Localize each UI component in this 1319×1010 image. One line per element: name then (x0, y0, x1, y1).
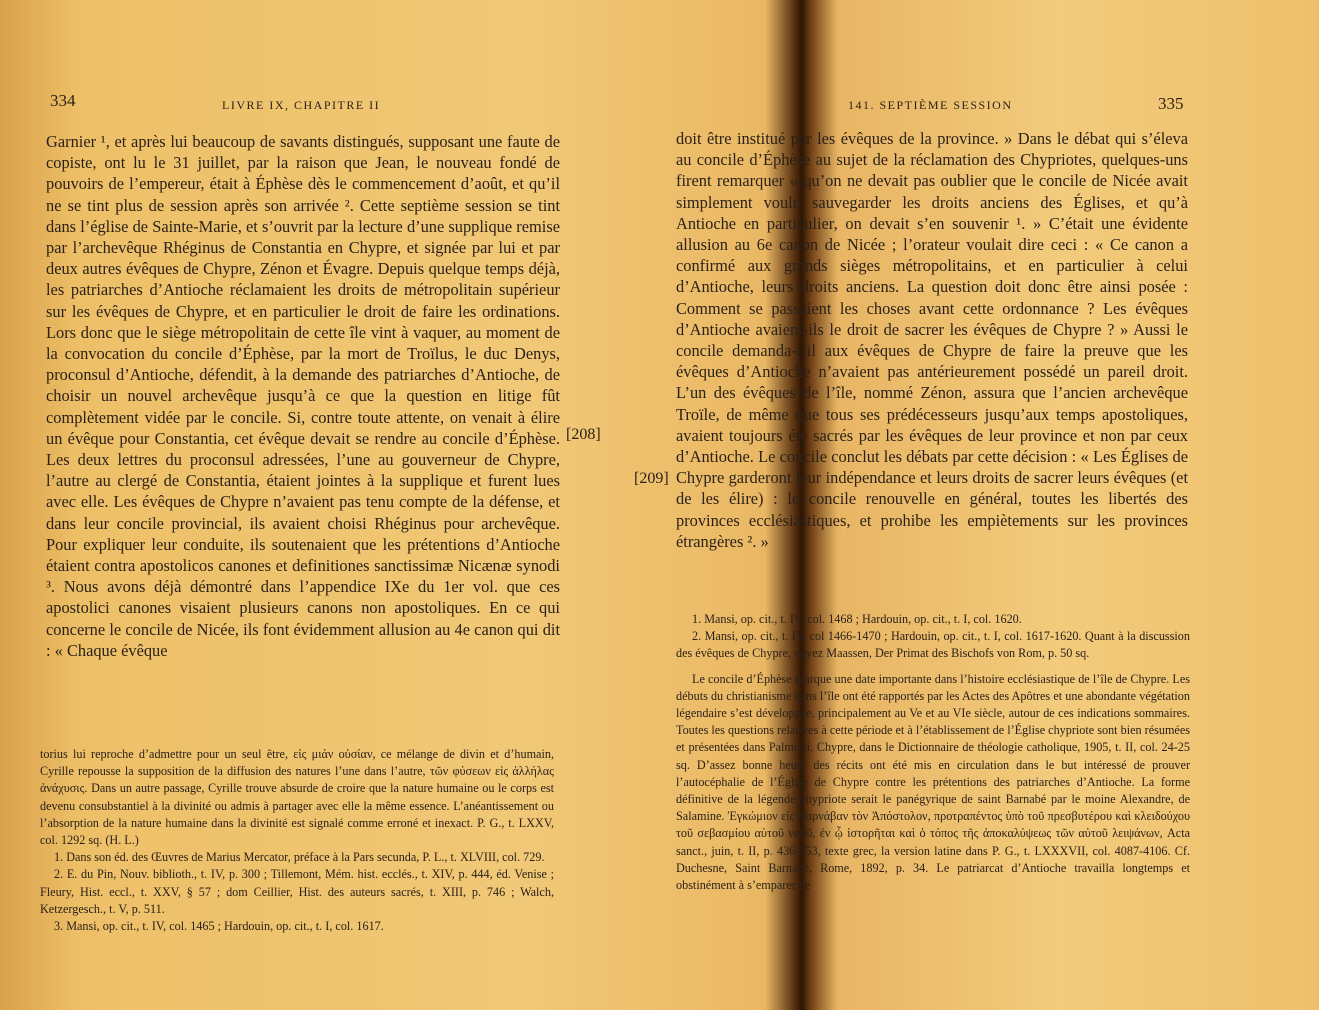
footnote-3: 3. Mansi, op. cit., t. IV, col. 1465 ; Hardouin, op. cit., t. I, col. 1617. (54, 919, 384, 934)
body-text (46, 131, 560, 661)
running-head: 141. SEPTIÈME SESSION (848, 98, 1013, 112)
page-number: 335 (1158, 94, 1184, 113)
running-head: LIVRE IX, CHAPITRE II (222, 98, 381, 112)
footnote-1: 1. Dans son éd. des Œuvres de Marius Mercator, préface à la Pars secunda, P. L., t. XLVIII, col. 729. (54, 850, 545, 865)
body-paragraph: Garnier ¹, et après lui beaucoup de savants distingués, supposant une faute de copiste, ont lu le 31 juillet, par la raison que Jean, le nouveau fondé de pouvoirs de l’empereur, était à Éphèse dès le commencement d’août, et qu’il ne se tint plus de session après son arrivée ². Cette septième session se tint dans l’église de Sainte-Marie, et s’ouvrit par la lecture d’une supplique remise par l’archevêque Rhéginus de Constantia en Chypre, et signée par lui et par deux autres évêques de Chypre, Zénon et Évagre. Depuis quelque temps déjà, les patriarches d’Antioche réclamaient les droits de métropolitain supérieur sur les évêques de Chypre, et en particulier le droit de faire les ordinations. Lors donc que le siège métropolitain de cette île vint à vaquer, au moment de la convocation du concile d’Éphèse, par la mort de Troïlus, le duc Denys, proconsul d’Antioche, défendit, à la demande des patriarches d’Antioche, de choisir un nouvel archevêque jusqu’à ce que la question en litige fût complètement vidée par le concile. Si, contre toute attente, on venait à élire un évêque pour Constantia, cet évêque devait se rendre au concile d’Éphèse. Les deux lettres du proconsul adressées, l’une au gouverneur de Chypre, l’autre au clergé de Constantia, étaient jointes à la supplique et furent lues avec elle. Les évêques de Chypre n’avaient pas tenu compte de la défense, et dans leur concile provincial, ils avaient choisi Rhéginus pour archevêque. Pour expliquer leur conduite, ils soutenaient que les prétentions d’Antioche étaient contra apostolicos canones et definitiones sanctissimæ Nicænæ synodi ³. Nous avons déjà démontré dans l’appendice IXe du 1er vol. que ces apostolici canones visaient plusieurs canons non apostoliques. En ce qui concerne le concile de Nicée, ils font évidemment allusion au 4e canon qui dit : « Chaque évêque (46, 132, 560, 660)
margin-page-marker: [209] (634, 470, 669, 487)
page-number: 334 (50, 91, 76, 110)
footnotes (40, 746, 554, 935)
body-text (676, 128, 1188, 552)
footnote-1: 1. Mansi, op. cit., t. IV, col. 1468 ; Hardouin, op. cit., t. I, col. 1620. (692, 612, 1022, 626)
footnotes (676, 611, 1190, 894)
footnote-continuation: torius lui reproche d’admettre pour un seul être, εἰς μιάν οὐσίαν, ce mélange de divin et d’humain, Cyrille repousse la supposition de la diffusion des natures l’une dans l’autre, τῶν φύσεων εἰς ἀλλήλας ἀνάχυσις. Dans un autre passage, Cyrille trouve absurde de croire que la nature humaine ou le corps est devenu consubstantiel à la divinité ou admis à partager avec elle la même essence. L’anéantissement ou l’absorption de la nature humaine dans la divinité est signalé comme erroné et inexact. P. G., t. LXXV, col. 1292 sq. (H. L.) (40, 747, 554, 848)
footnote-2: 2. E. du Pin, Nouv. biblioth., t. IV, p. 300 ; Tillemont, Mém. hist. ecclés., t. XIV, p. 444, éd. Venise ; Fleury, Hist. eccl., t. XXV, § 57 ; dom Ceillier, Hist. des auteurs sacrés, t. XIII, p. 746 ; Walch, Ketzergesch., t. V, p. 511. (40, 867, 554, 916)
body-paragraph: doit être institué par les évêques de la province. » Dans le débat qui s’éleva au concile d’Éphèse au sujet de la réclamation des Chypriotes, quelques-uns firent remarquer « qu’on ne devait pas oublier que le concile de Nicée avait simplement voulu sauvegarder les droits anciens des Églises, et qu’à Antioche en particulier, on devait s’en souvenir ¹. » C’était une évidente allusion au 6e canon de Nicée ; l’orateur voulait dire ceci : « Ce canon a confirmé aux grands sièges métropolitains, et en particulier à celui d’Antioche, leurs droits anciens. La question doit donc être ainsi posée : Comment se passaient les choses avant cette ordonnance ? Les évêques d’Antioche avaient-ils le droit de sacrer les évêques de Chypre ? » Aussi le concile demanda-t-il aux évêques de Chypre de faire la preuve que les évêques d’Antioche n’avaient pas antérieurement possédé un pareil droit. L’un des évêques de l’île, nommé Zénon, assura que l’ancien archevêque Troïle, de même que tous ses prédécesseurs jusqu’aux temps apostoliques, avaient toujours été sacrés par les évêques de leur province et non par ceux d’Antioche. Le concile conclut les débats par cette décision : « Les Églises de Chypre garderont leur indépendance et leurs droits de sacrer leurs évêques (et de les élire) : le concile renouvelle en général, toutes les libertés des provinces ecclésiastiques, et prohibe les empiètements sur les provinces étrangères ². » (676, 129, 1188, 551)
footnote-2: 2. Mansi, op. cit., t. IV, col 1466-1470 ; Hardouin, op. cit., t. I, col. 1617-1620. Quant à la discussion des évêques de Chypre, voyez Maassen, Der Primat des Bischofs von Rom, p. 50 sq. (676, 629, 1190, 661)
footnote-commentary: Le concile d’Éphèse marque une date importante dans l’histoire ecclésiastique de l’île de Chypre. Les débuts du christianisme dans l’île ont été rapportés par les Actes des Apôtres et une abondante végétation légendaire s’est développée, principalement au Ve et au VIe siècle, autour de ces indications sommaires. Toutes les questions relatives à cette période et à l’établissement de l’Église chypriote sont bien résumées et présentées dans Palmieri, Chypre, dans le Dictionnaire de théologie catholique, 1905, t. II, col. 24-25 sq. D’assez bonne heure des récits ont été mis en circulation dans le but intéressé de prouver l’autocéphalie de l’Église de Chypre contre les prétentions des patriarches d’Antioche. La forme définitive de la légende chypriote serait le panégyrique de saint Barnabé par le moine Alexandre, de Salamine. Ἐγκώμιον εἰς Βαρνάβαν τὸν Ἀπόστολον, προτραπέντος ὑπὸ τοῦ πρεσβυτέρου καὶ κλειδούχου τοῦ σεβασμίου αὐτοῦ ναοῦ, ἐν ᾧ ἱστορῆται καὶ ὁ τόπος τῆς ἀποκαλύψεως τῶν αὐτοῦ λειψάνων, Acta sanct., juin, t. II, p. 436-453, texte grec, la version latine dans P. G., t. LXXXVII, col. 4087-4106. Cf. Duchesne, Saint Barnabé, Rome, 1892, p. 34. Le patriarcat d’Antioche travailla longtemps et obstinément à s’emparer de (676, 671, 1190, 893)
left-page (0, 0, 600, 1010)
margin-page-marker: [208] (566, 426, 601, 443)
